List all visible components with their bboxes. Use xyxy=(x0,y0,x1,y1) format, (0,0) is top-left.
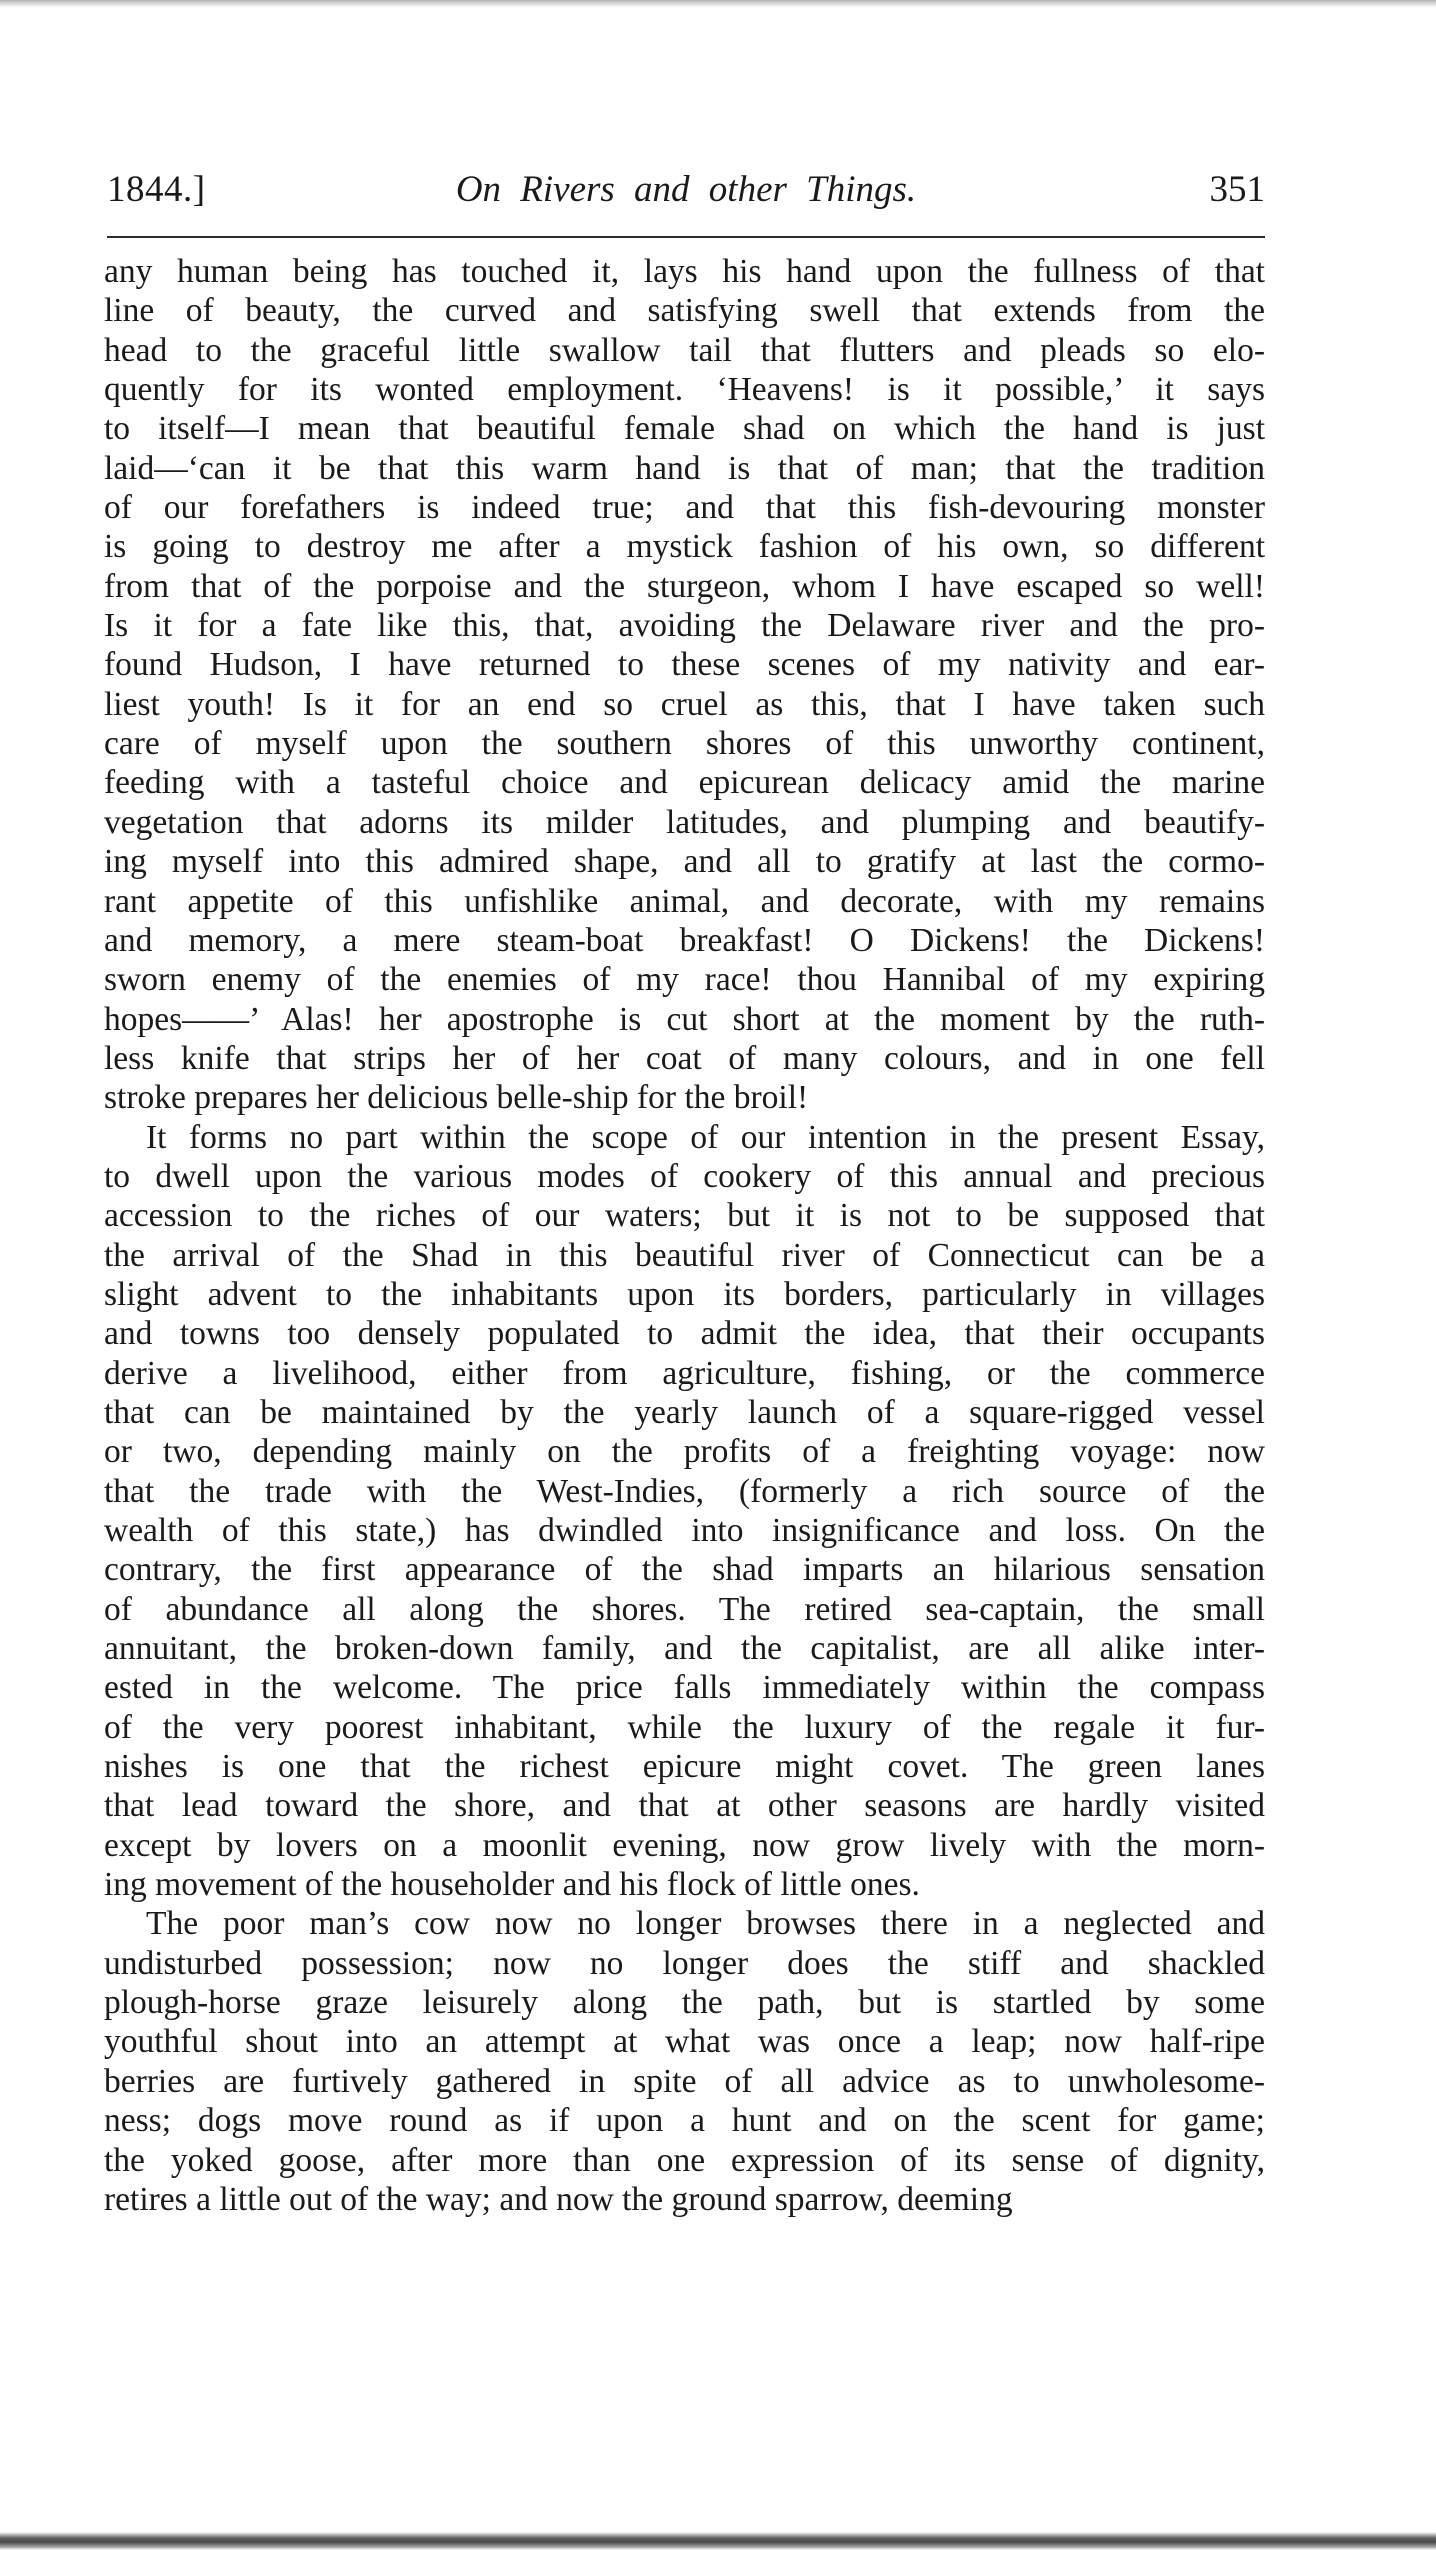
text-line: that lead toward the shore, and that at other seasons are hardly visited xyxy=(104,1787,1265,1825)
text-line: or two, depending mainly on the profits of a freighting voyage: now xyxy=(104,1433,1265,1471)
running-head xyxy=(107,168,1265,218)
text-line: and towns too densely populated to admit the idea, that their occupants xyxy=(104,1315,1265,1353)
text-line: any human being has touched it, lays his hand upon the fullness of that xyxy=(104,253,1265,290)
paragraph xyxy=(104,252,1265,1118)
text-line: rant appetite of this unfishlike animal, and decorate, with my remains xyxy=(104,882,1265,920)
text-line: ing myself into this admired shape, and all to gratify at last the cormo- xyxy=(104,843,1265,881)
text-line: from that of the porpoise and the sturgeon, whom I have escaped so well! xyxy=(104,567,1265,605)
text-line: slight advent to the inhabitants upon its borders, particularly in villages xyxy=(104,1275,1265,1313)
text-line: except by lovers on a moonlit evening, now grow lively with the morn- xyxy=(104,1826,1265,1864)
text-line: that can be maintained by the yearly launch of a square-rigged vessel xyxy=(104,1393,1265,1431)
text-line: plough-horse graze leisurely along the path, but is startled by some xyxy=(104,1984,1265,2022)
text-line: and memory, a mere steam-boat breakfast! O Dickens! the Dickens! xyxy=(104,921,1265,959)
text-line: hopes——’ Alas! her apostrophe is cut short at the moment by the ruth- xyxy=(104,1000,1265,1038)
text-line: head to the graceful little swallow tail that flutters and pleads so elo- xyxy=(104,331,1265,369)
text-line: of our forefathers is indeed true; and that this fish-devouring monster xyxy=(104,489,1265,527)
text-line: derive a livelihood, either from agriculture, fishing, or the commerce xyxy=(104,1354,1265,1392)
text-line: the arrival of the Shad in this beautiful river of Connecticut can be a xyxy=(104,1236,1265,1274)
text-line: wealth of this state,) has dwindled into insignificance and loss. On the xyxy=(104,1512,1265,1549)
running-head-title: On Rivers and other Things. xyxy=(455,169,917,210)
scan-edge-top xyxy=(0,0,1436,8)
text-line: accession to the riches of our waters; but it is not to be supposed that xyxy=(104,1197,1265,1235)
text-line: Is it for a fate like this, that, avoiding the Delaware river and the pro- xyxy=(104,607,1265,645)
text-line: sworn enemy of the enemies of my race! thou Hannibal of my expiring xyxy=(104,961,1265,999)
text-line: undisturbed possession; now no longer does the stiff and shackled xyxy=(104,1944,1265,1982)
text-line: is going to destroy me after a mystick fashion of his own, so different xyxy=(104,528,1265,566)
text-line: annuitant, the broken-down family, and the capitalist, are all alike inter- xyxy=(104,1630,1265,1668)
text-line: ested in the welcome. The price falls immediately within the compass xyxy=(104,1669,1265,1707)
text-line: of the very poorest inhabitant, while the luxury of the regale it fur- xyxy=(104,1708,1265,1746)
paragraph xyxy=(104,1904,1265,2219)
scan-edge-bottom xyxy=(0,2532,1436,2550)
body-text xyxy=(104,252,1265,2219)
text-line: laid—‘can it be that this warm hand is that of man; that the tradition xyxy=(104,449,1265,487)
text-line: less knife that strips her of her coat of many colours, and in one fell xyxy=(104,1039,1265,1077)
text-line: ness; dogs move round as if upon a hunt and on the scent for game; xyxy=(104,2102,1265,2140)
header-rule xyxy=(107,236,1265,238)
text-line: The poor man’s cow now no longer browses there in a neglected and xyxy=(146,1905,1265,1943)
text-line: of abundance all along the shores. The retired sea-captain, the small xyxy=(104,1590,1265,1628)
text-line: to itself—I mean that beautiful female shad on which the hand is just xyxy=(104,410,1265,448)
text-line: found Hudson, I have returned to these scenes of my nativity and ear- xyxy=(104,646,1265,684)
paragraph xyxy=(104,1118,1265,1905)
text-line: youthful shout into an attempt at what was once a leap; now half-ripe xyxy=(104,2023,1265,2061)
running-head-year: 1844.] xyxy=(107,169,206,210)
text-line: line of beauty, the curved and satisfying swell that extends from the xyxy=(104,292,1265,330)
text-line: liest youth! Is it for an end so cruel as this, that I have taken such xyxy=(104,685,1265,723)
text-line: care of myself upon the southern shores of this unworthy continent, xyxy=(104,725,1265,763)
text-line: vegetation that adorns its milder latitudes, and plumping and beautify- xyxy=(104,803,1265,841)
text-line: to dwell upon the various modes of cookery of this annual and precious xyxy=(104,1157,1265,1195)
text-line: that the trade with the West-Indies, (formerly a rich source of the xyxy=(104,1472,1265,1510)
page-number: 351 xyxy=(1209,169,1265,210)
text-line: retires a little out of the way; and now the ground sparrow, deeming xyxy=(104,2180,1013,2218)
text-line: ing movement of the householder and his flock of little ones. xyxy=(104,1866,920,1904)
text-line: stroke prepares her delicious belle-ship for the broil! xyxy=(104,1079,809,1117)
text-line: quently for its wonted employment. ‘Heavens! is it possible,’ it says xyxy=(104,371,1265,409)
text-line: contrary, the first appearance of the shad imparts an hilarious sensation xyxy=(104,1551,1265,1589)
text-line: feeding with a tasteful choice and epicurean delicacy amid the marine xyxy=(104,764,1265,802)
text-line: It forms no part within the scope of our intention in the present Essay, xyxy=(146,1118,1265,1156)
text-line: nishes is one that the richest epicure might covet. The green lanes xyxy=(104,1748,1265,1786)
text-line: berries are furtively gathered in spite of all advice as to unwholesome- xyxy=(104,2062,1265,2100)
text-line: the yoked goose, after more than one expression of its sense of dignity, xyxy=(104,2141,1265,2179)
